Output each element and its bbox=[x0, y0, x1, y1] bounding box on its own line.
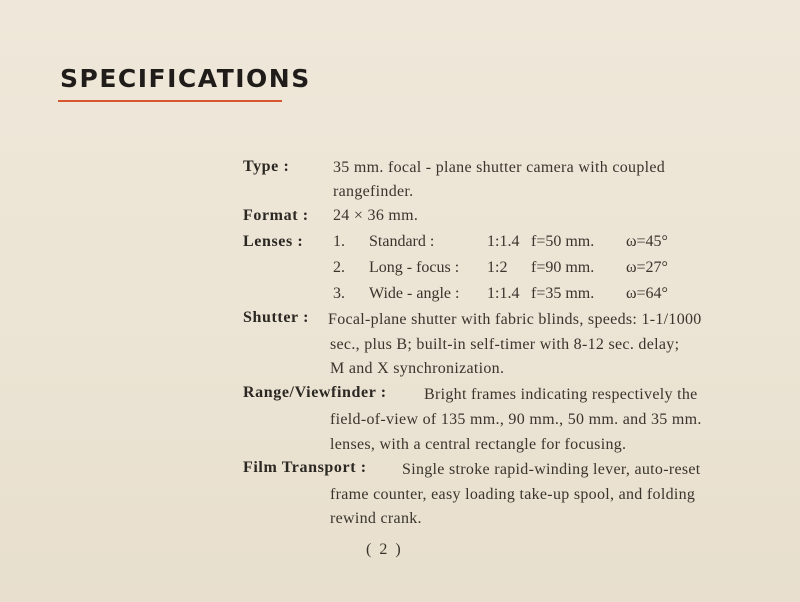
range-viewfinder-line-3: lenses, with a central rectangle for focusing. bbox=[330, 436, 627, 453]
page-title: SPECIFICATIONS bbox=[60, 64, 311, 93]
lens-3-name: Wide - angle : bbox=[369, 285, 460, 302]
title-underline bbox=[58, 100, 282, 102]
lens-1-number: 1. bbox=[333, 233, 345, 250]
type-line-1: 35 mm. focal - plane shutter camera with coupled bbox=[333, 159, 666, 176]
format-label: Format : bbox=[243, 207, 309, 224]
lens-1-aperture: 1:1.4 bbox=[487, 233, 520, 250]
lens-2-name: Long - focus : bbox=[369, 259, 460, 276]
range-viewfinder-label: Range/Viewfinder : bbox=[243, 384, 387, 401]
type-line-2: rangefinder. bbox=[333, 183, 414, 200]
lens-2-angle: ω=27° bbox=[626, 259, 668, 276]
shutter-line-2: sec., plus B; built-in self-timer with 8-12 sec. delay; bbox=[330, 336, 680, 353]
range-viewfinder-line-1: Bright frames indicating respectively the bbox=[424, 386, 698, 403]
lens-3-focal: f=35 mm. bbox=[531, 285, 595, 302]
lens-2-number: 2. bbox=[333, 259, 345, 276]
range-viewfinder-line-2: field-of-view of 135 mm., 90 mm., 50 mm. and 35 mm. bbox=[330, 411, 702, 428]
lens-1-name: Standard : bbox=[369, 233, 435, 250]
lens-3-angle: ω=64° bbox=[626, 285, 668, 302]
film-transport-label: Film Transport : bbox=[243, 459, 367, 476]
shutter-line-3: M and X synchronization. bbox=[330, 360, 505, 377]
lens-3-aperture: 1:1.4 bbox=[487, 285, 520, 302]
lens-2-aperture: 1:2 bbox=[487, 259, 508, 276]
lens-1-angle: ω=45° bbox=[626, 233, 668, 250]
page-number: ( 2 ) bbox=[366, 541, 403, 558]
film-transport-line-2: frame counter, easy loading take-up spool, and folding bbox=[330, 486, 696, 503]
lens-1-focal: f=50 mm. bbox=[531, 233, 595, 250]
type-label: Type : bbox=[243, 158, 290, 175]
film-transport-line-1: Single stroke rapid-winding lever, auto-reset bbox=[402, 461, 701, 478]
lens-2-focal: f=90 mm. bbox=[531, 259, 595, 276]
shutter-line-1: Focal-plane shutter with fabric blinds, speeds: 1-1/1000 bbox=[328, 311, 702, 328]
format-value: 24 × 36 mm. bbox=[333, 207, 419, 224]
shutter-label: Shutter : bbox=[243, 309, 309, 326]
lenses-label: Lenses : bbox=[243, 233, 304, 250]
film-transport-line-3: rewind crank. bbox=[330, 510, 422, 527]
lens-3-number: 3. bbox=[333, 285, 345, 302]
